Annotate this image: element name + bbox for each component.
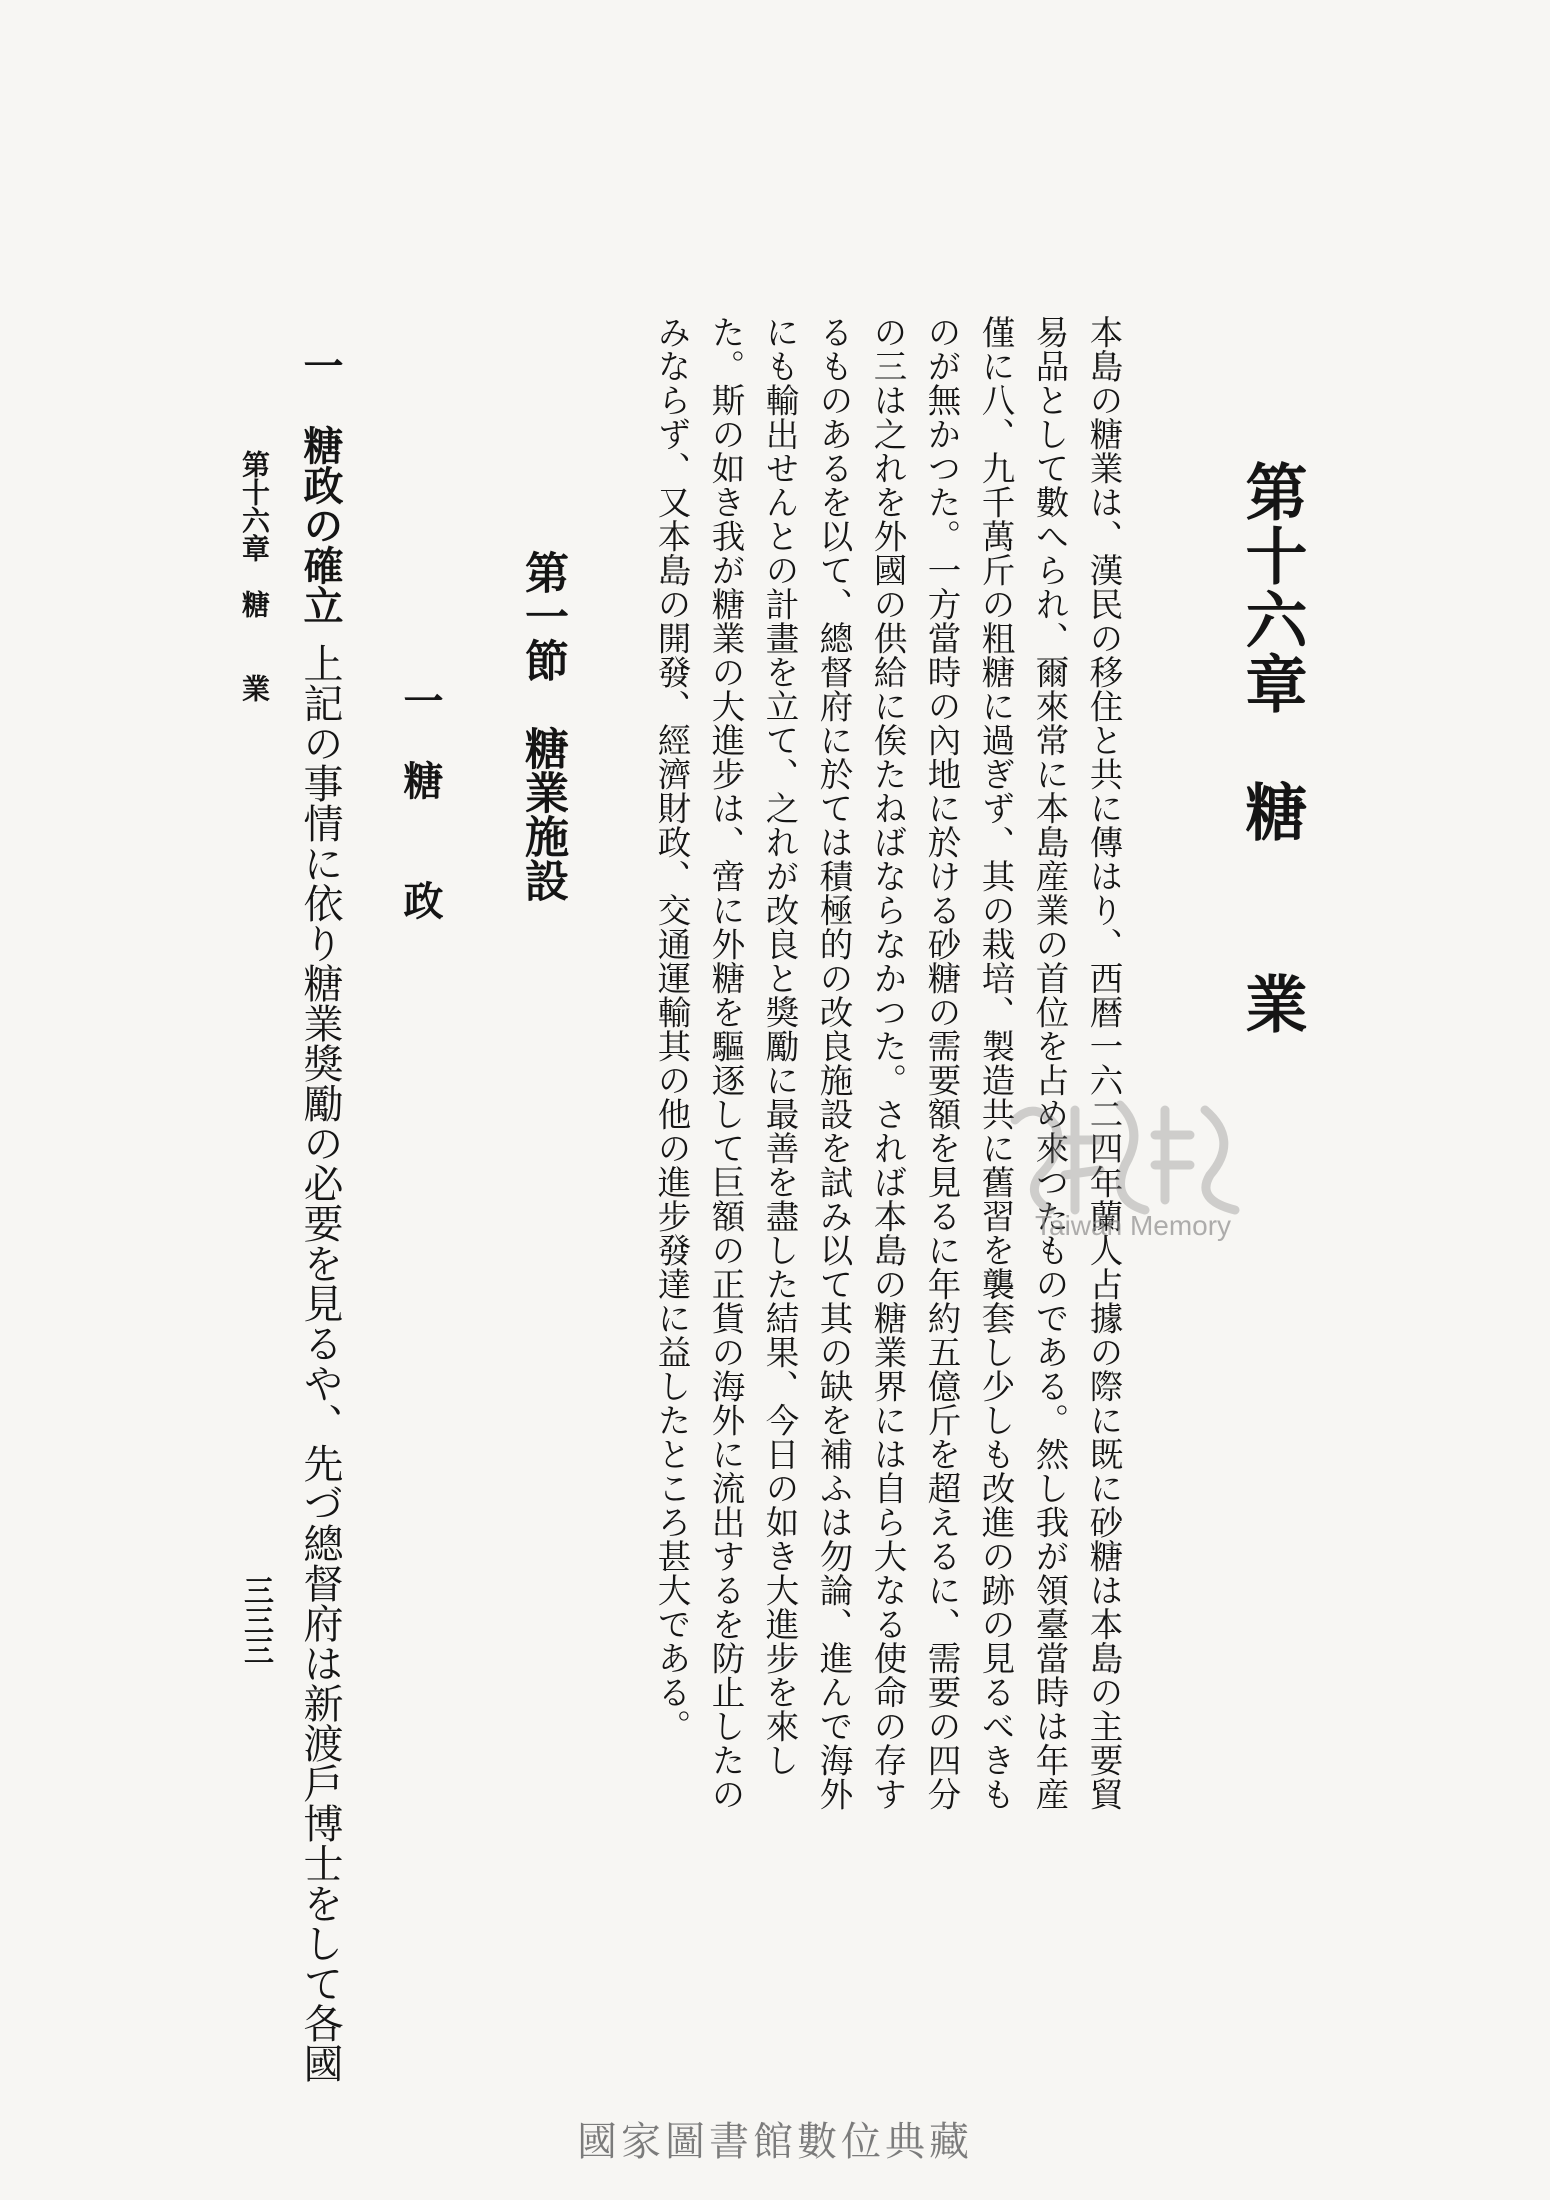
page-number: 三三三 xyxy=(238,1575,273,1665)
body-paragraph: 本島の糖業は、漢民の移住と共に傳はり、西暦一六二四年蘭人占據の際に既に砂糖は本島の主要貿易品として數へられ、爾來常に本島産業の首位を占め來つたものである。然し我が領臺當時は年産僅に八、九千萬斤の粗糖に過ぎず、其の栽培、製造共に舊習を襲套し少しも改進の跡の見るべきものが無かつた。一方當時の內地に於ける砂糖の需要額を見るに年約五億斤を超えるに、需要の四分の三は之れを外國の供給に俟たねばならなかつた。されば本島の糖業界には自ら大なる使命の存するものあるを以て、總督府に於ては積極的の改良施設を試み以て其の缺を補ふは勿論、進んで海外にも輸出せんとの計畫を立て、之れが改良と獎勵に最善を盡した結果、今日の如き大進步を來した。斯の如き我が糖業の大進步は、啻に外糖を驅逐して巨額の正貨の海外に流出するを防止したのみならず、又本島の開發、經濟財政、交通運輸其の他の進步發達に益したところ甚大である。 xyxy=(652,315,1123,1811)
item-block xyxy=(290,345,350,2083)
library-footer: 國家圖書館數位典藏 xyxy=(577,2119,973,2165)
subsection-title: 一 糖 政 xyxy=(397,680,444,920)
item-text: 上記の事情に依り糖業獎勵の必要を見るや、先づ總督府は新渡戶博士をして各國 xyxy=(297,643,343,2083)
chapter-title: 第十六章 糖 業 xyxy=(1235,460,1308,1036)
section-title: 第一節 糖業施設 xyxy=(517,550,568,902)
item-heading: 一 糖政の確立 xyxy=(297,345,344,625)
running-header: 第十六章 糖 業 xyxy=(238,450,271,702)
watermark-label: Taiwan Memory xyxy=(1035,1210,1232,1241)
